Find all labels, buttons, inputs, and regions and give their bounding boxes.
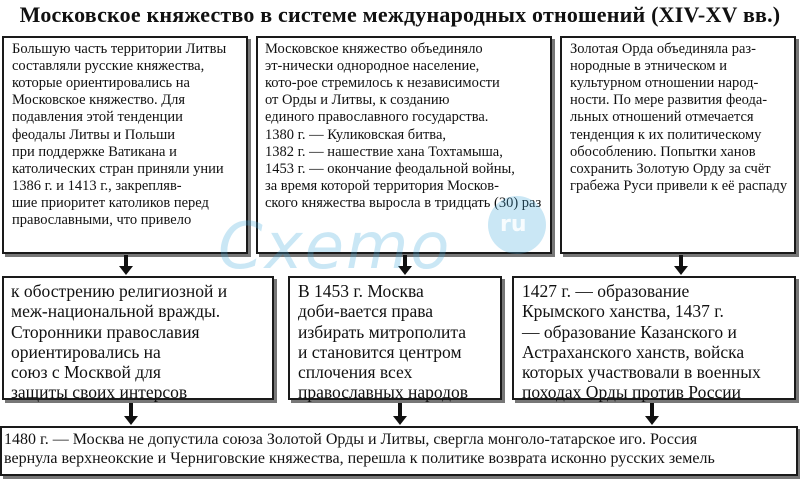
arrow-down-icon xyxy=(119,255,133,275)
box-moscow xyxy=(256,36,552,254)
text-line: Московское княжество объединяло xyxy=(265,41,483,57)
text-line: при поддержке Ватикана и xyxy=(12,143,177,160)
text-line: 1427 г. — образование xyxy=(522,281,690,301)
text-line: православных народов xyxy=(298,382,469,403)
text-line: которых участвовали в военных xyxy=(522,362,761,383)
box-result-1480 xyxy=(0,426,798,476)
text-line: от Орды и Литвы, к созданию xyxy=(265,92,450,109)
text-line: В 1453 г. Москва xyxy=(298,281,424,301)
box-horde-consequence-text xyxy=(522,281,792,403)
box-lithuania-text xyxy=(12,41,240,229)
text-line: культурном отношении народ- xyxy=(570,75,759,92)
text-line: защиты своих интерсов xyxy=(11,382,188,403)
diagram-title: Московское княжество в системе международных отношений (XIV-XV вв.) xyxy=(19,2,781,27)
text-line: шие приоритет католиков перед xyxy=(12,194,209,211)
text-line: нородные в этническом и xyxy=(570,58,727,75)
box-moscow-consequence-text xyxy=(298,281,496,403)
box-golden-horde xyxy=(560,36,796,254)
box-moscow-consequence xyxy=(288,276,502,403)
text-line: вернула верхнеокские и Черниговские княжества, перешла к политике возврата исконно русских земель xyxy=(4,449,715,467)
arrow-down-icon xyxy=(645,403,659,425)
text-line: Крымского ханства, 1437 г. xyxy=(522,301,724,322)
text-line: которые ориентировались на xyxy=(12,75,190,92)
box-result-1480-text xyxy=(4,431,796,469)
text-line: единого православного государства. xyxy=(265,109,489,126)
text-line: за время которой территория Москов- xyxy=(265,177,499,194)
text-line: и становится центром xyxy=(298,341,462,362)
text-line: православными, что привело xyxy=(12,212,192,229)
text-line: сплочения всех xyxy=(298,362,413,383)
text-line: феодалы Литвы и Польши xyxy=(12,126,176,143)
text-line: эт-нически однородное население, xyxy=(265,58,480,75)
text-line: Московское княжество. Для xyxy=(12,92,186,109)
arrow-down-icon xyxy=(124,403,138,425)
text-line: 1382 г. — нашествие хана Тохтамыша, xyxy=(265,143,503,160)
text-line: — образование Казанского и xyxy=(522,321,737,342)
text-line: ского княжества выросла в тридцать (30) раз xyxy=(265,194,542,211)
text-line: католических стран приняли унии xyxy=(12,160,224,177)
arrow-down-icon xyxy=(393,403,407,425)
text-line: Золотая Орда объединяла раз- xyxy=(570,41,756,57)
box-moscow-text xyxy=(265,41,547,212)
text-line: грабежа Руси привели к её распаду xyxy=(570,177,788,194)
text-line: 1386 г. и 1413 г., закрепляв- xyxy=(12,177,182,194)
text-line: 1480 г. — Москва не допустила союза Золотой Орды и Литвы, свергла монголо-татарское иго. Россия xyxy=(4,431,698,448)
watermark-badge-text: ru xyxy=(500,212,527,237)
text-line: походах Орды против России xyxy=(522,382,742,403)
text-line: Большую часть территории Литвы xyxy=(12,41,227,57)
text-line: тенденция к их политическому xyxy=(570,126,762,143)
text-line: ориентировались на xyxy=(11,341,161,362)
text-line: Сторонники православия xyxy=(11,321,200,342)
text-line: сохранить Золотую Орду за счёт xyxy=(570,160,771,177)
text-line: составляли русские княжества, xyxy=(12,58,205,75)
watermark-text: Cxemo xyxy=(218,210,452,284)
text-line: Астраханского ханств, войска xyxy=(522,341,745,362)
text-line: обособлению. Попытки ханов xyxy=(570,143,756,160)
box-lithuania-consequence-text xyxy=(11,281,267,403)
box-lithuania-consequence xyxy=(2,276,274,403)
text-line: ности. По мере развития феода- xyxy=(570,92,768,109)
arrow-down-icon xyxy=(398,255,412,275)
text-line: кото-рое стремилось к независимости xyxy=(265,75,500,92)
box-lithuania xyxy=(2,36,248,254)
arrow-down-icon xyxy=(674,255,688,275)
text-line: 1380 г. — Куликовская битва, xyxy=(265,126,447,143)
text-line: подавления этой тенденции xyxy=(12,109,183,126)
text-line: 1453 г. — окончание феодальной войны, xyxy=(265,160,515,177)
text-line: доби-вается права xyxy=(298,301,434,322)
text-line: меж-национальной вражды. xyxy=(11,301,221,322)
text-line: союз с Москвой для xyxy=(11,362,161,383)
text-line: льных отношений отмечается xyxy=(570,109,754,126)
text-line: к обострению религиозной и xyxy=(11,281,228,301)
text-line: избирать митрополита xyxy=(298,321,467,342)
box-horde-consequence xyxy=(512,276,796,403)
box-golden-horde-text xyxy=(570,41,790,195)
